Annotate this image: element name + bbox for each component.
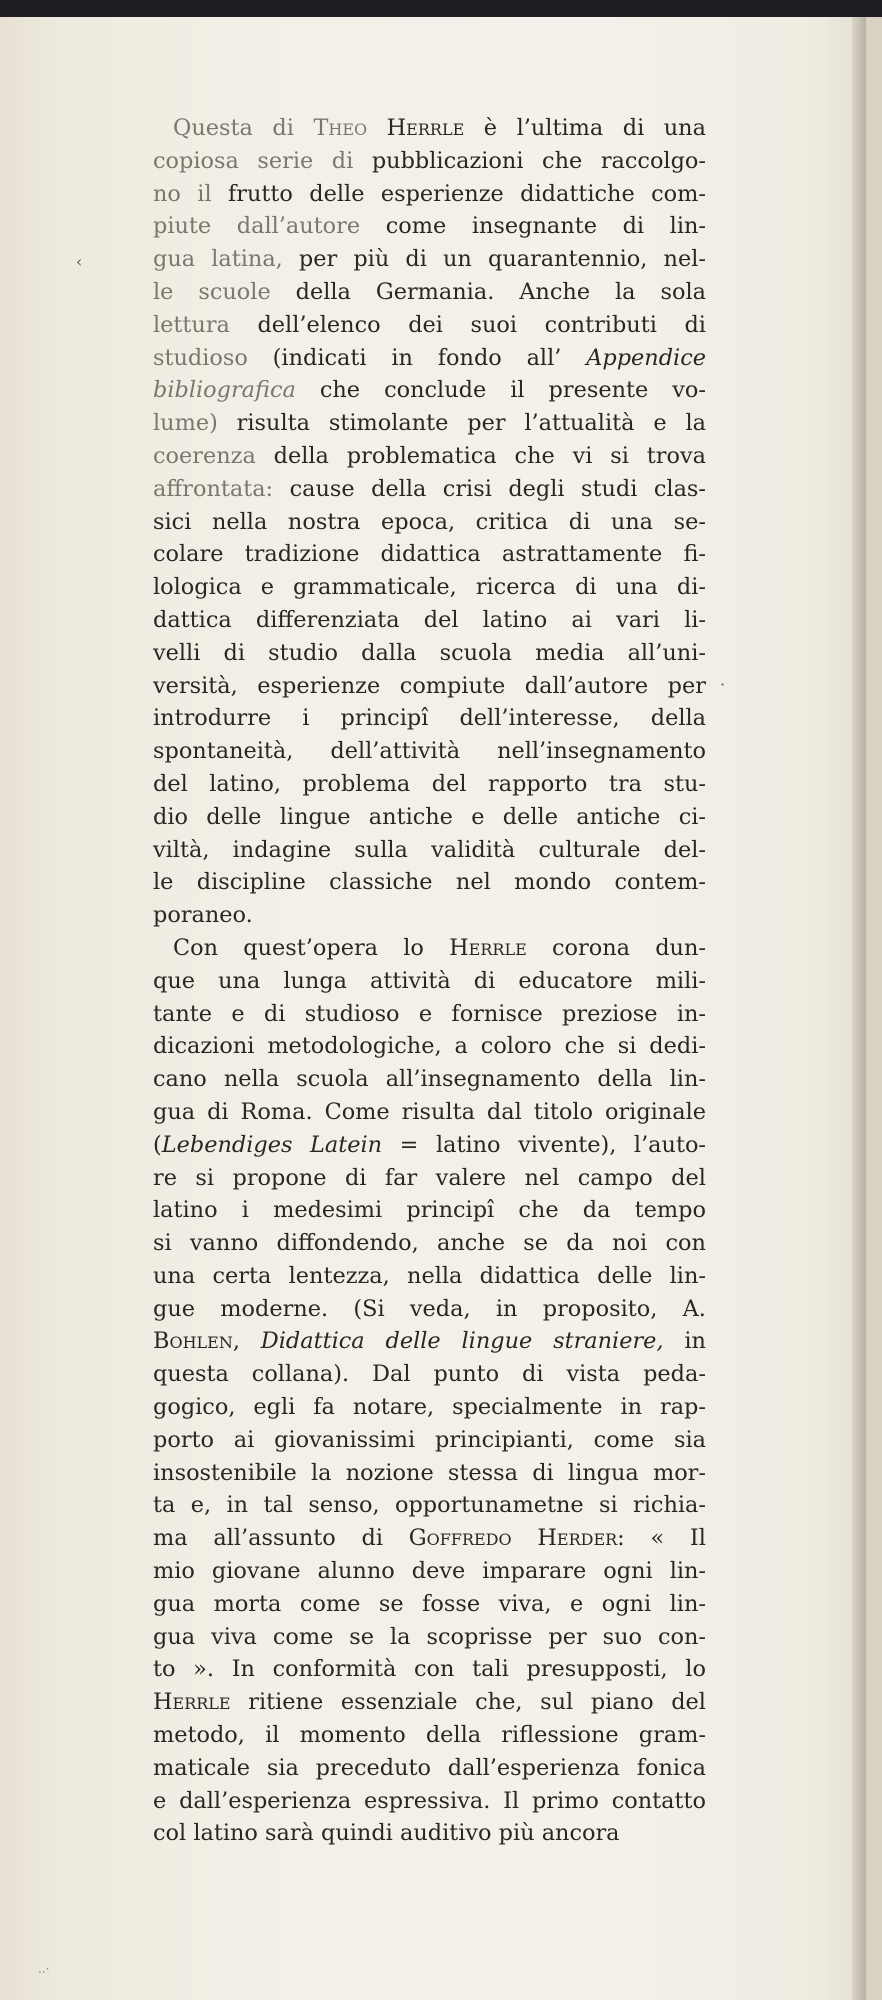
text-line: maticale sia preceduto dall’esperienza fonica xyxy=(153,1754,706,1781)
text-line: velli di studio dalla scuola media all’uni- xyxy=(153,639,706,666)
text-line: Herrle ritiene essenziale che, sul piano del xyxy=(153,1689,706,1716)
text-line: gogico, egli fa notare, specialmente in rap- xyxy=(153,1394,706,1421)
text-line: affrontata: cause della crisi degli studi clas- xyxy=(153,475,706,502)
text-line: gue moderne. (Si veda, in proposito, A. xyxy=(153,1295,706,1322)
text-line: re si propone di far valere nel campo del xyxy=(153,1164,706,1191)
paragraph-1 xyxy=(153,112,706,932)
text-line: metodo, il momento della riflessione gram- xyxy=(153,1722,706,1749)
paragraph-2 xyxy=(153,932,706,1850)
text-line: piute dall’autore come insegnante di lin- xyxy=(153,213,706,240)
text-line: una certa lentezza, nella didattica delle lin- xyxy=(153,1262,706,1289)
text-line: cano nella scuola all’insegnamento della lin- xyxy=(153,1066,706,1093)
body-text xyxy=(153,112,706,1850)
text-line: copiosa serie di pubblicazioni che raccolgo- xyxy=(153,147,706,174)
text-line: col latino sarà quindi auditivo più ancora xyxy=(153,1820,620,1847)
text-line: lettura dell’elenco dei suoi contributi di xyxy=(153,311,706,338)
text-line: del latino, problema del rapporto tra stu- xyxy=(153,770,706,797)
text-line: porto ai giovanissimi principianti, come sia xyxy=(153,1426,706,1453)
text-line: coerenza della problematica che vi si trova xyxy=(153,442,706,469)
text-line: ma all’assunto di Goffredo Herder: « Il xyxy=(153,1525,706,1552)
text-line: si vanno diffondendo, anche se da noi con xyxy=(153,1230,706,1257)
text-line: que una lunga attività di educatore mili- xyxy=(153,967,706,994)
scan-top-border xyxy=(0,0,882,17)
text-line: poraneo. xyxy=(153,902,253,929)
text-line: Con quest’opera lo Herrle corona dun- xyxy=(173,934,706,961)
text-line: le scuole della Germania. Anche la sola xyxy=(153,278,706,305)
text-line: gua di Roma. Come risulta dal titolo originale xyxy=(153,1098,706,1125)
text-line: dio delle lingue antiche e delle antiche ci- xyxy=(153,803,706,830)
text-line: lume) risulta stimolante per l’attualità e la xyxy=(153,410,706,437)
text-line: le discipline classiche nel mondo contem- xyxy=(153,869,706,896)
text-line: insostenibile la nozione stessa di lingua mor- xyxy=(153,1459,706,1486)
text-line: gua viva come se la scoprisse per suo con- xyxy=(153,1623,706,1650)
text-line: ta e, in tal senso, opportunametne si richia- xyxy=(153,1492,706,1519)
text-line: tante e di studioso e fornisce preziose in- xyxy=(153,1000,706,1027)
text-line: viltà, indagine sulla validità culturale del- xyxy=(153,836,706,863)
text-line: studioso (indicati in fondo all’ Appendice xyxy=(153,344,706,371)
text-line: Bohlen, Didattica delle lingue straniere, in xyxy=(153,1328,706,1355)
text-line: versità, esperienze compiute dall’autore per xyxy=(153,672,706,699)
text-line: spontaneità, dell’attività nell’insegnamento xyxy=(153,738,706,765)
text-line: Questa di Theo Herrle è l’ultima di una xyxy=(173,115,706,141)
text-line: gua morta come se fosse viva, e ogni lin- xyxy=(153,1590,706,1617)
text-line: gua latina, per più di un quarantennio, nel- xyxy=(153,246,706,273)
page-edge-shadow xyxy=(852,17,866,2000)
text-line: colare tradizione didattica astrattamente fi- xyxy=(153,541,706,568)
text-line: no il frutto delle esperienze didattiche com- xyxy=(153,180,706,207)
bottom-corner-mark: ..· xyxy=(38,1962,50,1976)
right-margin-mark: · xyxy=(720,675,726,694)
page-right-edge xyxy=(866,17,882,2000)
text-line: bibliografica che conclude il presente vo- xyxy=(153,377,706,404)
text-line: introdurre i principî dell’interesse, della xyxy=(153,705,706,732)
text-line: (Lebendiges Latein = latino vivente), l’auto- xyxy=(153,1131,706,1158)
text-line: lologica e grammaticale, ricerca di una di- xyxy=(153,574,706,601)
text-line: dicazioni metodologiche, a coloro che si dedi- xyxy=(153,1033,706,1060)
text-line: dattica differenziata del latino ai vari li- xyxy=(153,606,706,633)
left-margin-mark: ‹ xyxy=(76,252,83,271)
text-line: to ». In conformità con tali presupposti, lo xyxy=(153,1656,706,1683)
text-line: e dall’esperienza espressiva. Il primo contatto xyxy=(153,1787,706,1814)
text-line: sici nella nostra epoca, critica di una se- xyxy=(153,508,706,535)
text-line: mio giovane alunno deve imparare ogni lin- xyxy=(153,1558,706,1585)
text-line: questa collana). Dal punto di vista peda- xyxy=(153,1361,706,1388)
text-line: latino i medesimi principî che da tempo xyxy=(153,1197,706,1224)
